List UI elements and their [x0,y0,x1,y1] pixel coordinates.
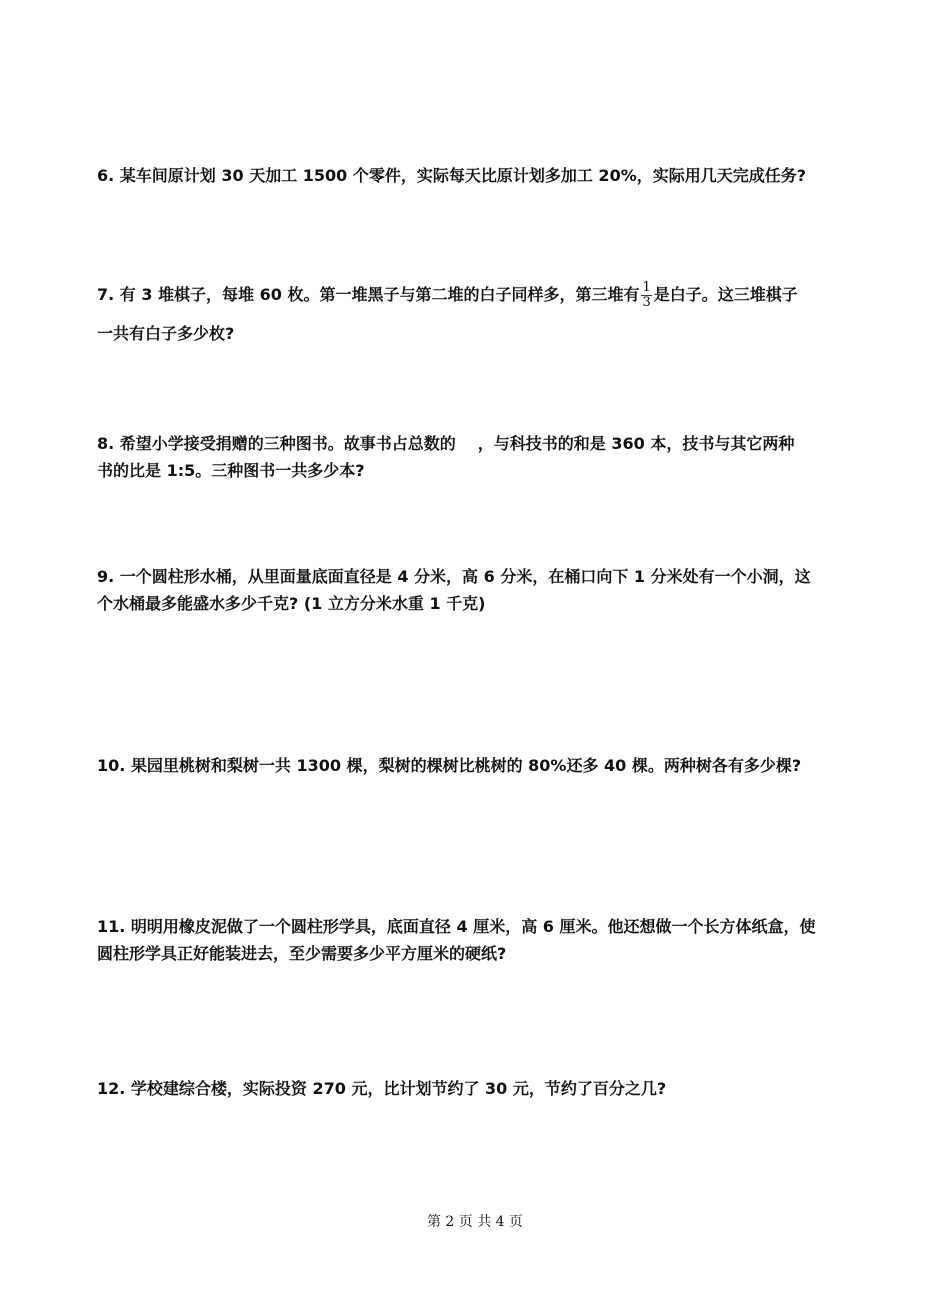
question-7-text-a: 7. 有 3 堆棋子，每堆 60 枚。第一堆黑子与第二堆的白子同样多，第三堆有 [97,285,640,304]
question-8 [97,433,857,482]
question-7 [97,275,857,345]
question-12-text: 12. 学校建综合楼，实际投资 270 元，比计划节约了 30 元，节约了百分之几? [97,1079,667,1098]
question-8-text-a: 8. 希望小学接受捐赠的三种图书。故事书占总数的 [97,434,456,453]
question-12 [97,1078,857,1100]
question-7-line-2: 一共有白子多少枚? [97,324,235,343]
question-8-text-b: ，与科技书的和是 360 本，技书与其它两种 [477,434,795,453]
question-11 [97,916,857,965]
question-9 [97,566,857,615]
question-10 [97,755,857,777]
question-8-line-1 [97,433,857,455]
fraction-numerator: 1 [642,280,651,295]
fraction-one-third [641,281,651,310]
question-7-line-1 [97,275,857,315]
question-11-line-1: 11. 明明用橡皮泥做了一个圆柱形学具，底面直径 4 厘米，高 6 厘米。他还想做一个长方体纸盒，使 [97,917,816,936]
page-footer [0,1211,950,1231]
question-9-line-2: 个水桶最多能盛水多少千克? (1 立方分米水重 1 千克) [97,594,486,613]
question-7-text-b: 是白子。这三堆棋子 [653,285,798,304]
question-6-text: 6. 某车间原计划 30 天加工 1500 个零件，实际每天比原计划多加工 20%，实际用几天完成任务? [97,166,807,185]
page-number-label: 第 2 页 共 4 页 [426,1214,524,1230]
question-9-line-1: 9. 一个圆柱形水桶，从里面量底面直径是 4 分米，高 6 分米，在桶口向下 1 分米处有一个小洞，这 [97,567,811,586]
fraction-denominator: 3 [642,295,651,310]
question-6 [97,165,857,187]
question-8-line-2: 书的比是 1:5。三种图书一共多少本? [97,461,365,480]
question-11-line-2: 圆柱形学具正好能装进去，至少需要多少平方厘米的硬纸? [97,944,507,963]
question-10-text: 10. 果园里桃树和梨树一共 1300 棵，梨树的棵树比桃树的 80%还多 40 棵。两种树各有多少棵? [97,756,802,775]
